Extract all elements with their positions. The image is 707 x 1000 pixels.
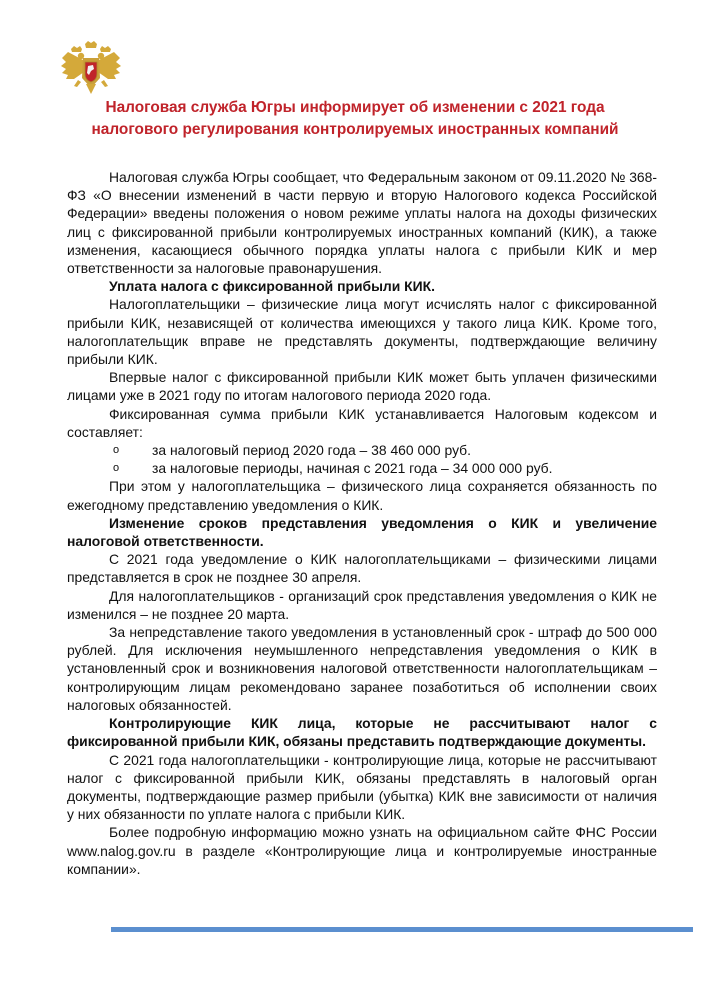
- list-item: [67, 441, 657, 459]
- document-body: [67, 168, 657, 878]
- document-title: [60, 97, 650, 141]
- intro-paragraph: Налоговая служба Югры сообщает, что Федеральным законом от 09.11.2020 № 368-ФЗ «О внесении изменений в части первую и вторую Налогового кодекса Российской Федерации» введены положения о новом режиме уплаты налога на доходы физических лиц с фиксированной прибыли контролируемых иностранных компаний (КИК), а также изменения, касающиеся обычного порядка уплаты налога с прибыли КИК и мер ответственности за налоговые правонарушения.: [67, 169, 657, 277]
- body-paragraph: С 2021 года налогоплательщики - контролирующие лица, которые не рассчитывают налог с фиксированной прибыли КИК, обязаны представлять в налоговый орган документы, подтверждающие размер прибыли (убытка) КИК вне зависимости от наличия у них обязанности по уплате налога с прибыли КИК.: [67, 751, 657, 823]
- body-paragraph: За непредставление такого уведомления в установленный срок - штраф до 500 000 рублей. Для исключения неумышленного непредставления уведомления о КИК в установленный срок и возникновения налоговой ответственности налогоплательщикам – контролирующим лицам рекомендовано заранее позаботиться об исполнении своих налоговых обязанностей.: [67, 624, 657, 713]
- bullet-icon: o: [113, 462, 120, 475]
- footer-rule: [111, 927, 693, 932]
- body-paragraph: Для налогоплательщиков - организаций срок представления уведомления о КИК не изменился – не позднее 20 марта.: [67, 587, 657, 622]
- closing-paragraph: Более подробную информацию можно узнать на официальном сайте ФНС России www.nalog.gov.ru в разделе «Контролирующие лица и контролируемые иностранные компании».: [67, 824, 657, 877]
- body-paragraph: Впервые налог с фиксированной прибыли КИК может быть уплачен физическими лицами уже в 2021 году по итогам налогового периода 2020 года.: [67, 369, 657, 404]
- section-heading-1: Уплата налога с фиксированной прибыли КИК.: [109, 278, 435, 295]
- list-item-text: за налоговые периоды, начиная с 2021 года – 34 000 000 руб.: [152, 460, 553, 477]
- bullet-icon: o: [113, 444, 120, 457]
- section-heading-2: Изменение сроков представления уведомления о КИК и увеличение налоговой ответственности.: [67, 514, 657, 550]
- profit-amount-list: [67, 441, 657, 477]
- body-paragraph: С 2021 года уведомление о КИК налогоплательщиками – физическими лицами представляется в срок не позднее 30 апреля.: [67, 551, 657, 586]
- coat-of-arms-icon: [58, 40, 124, 96]
- body-paragraph: При этом у налогоплательщика – физического лица сохраняется обязанность по ежегодному представлению уведомления о КИК.: [67, 478, 657, 513]
- list-item-text: за налоговый период 2020 года – 38 460 000 руб.: [152, 442, 472, 459]
- list-item: [67, 459, 657, 477]
- body-paragraph: Фиксированная сумма прибыли КИК устанавливается Налоговым кодексом и составляет:: [67, 405, 657, 440]
- section-heading-3: Контролирующие КИК лица, которые не рассчитывают налог с фиксированной прибыли КИК, обязаны представить подтверждающие документы.: [67, 715, 657, 750]
- body-paragraph: Налогоплательщики – физические лица могут исчислять налог с фиксированной прибыли КИК, независящей от количества имеющихся у такого лица КИК. Кроме того, налогоплательщик вправе не представлять документы, подтверждающие величину прибыли КИК.: [67, 296, 657, 368]
- document-title-line-2: налогового регулирования контролируемых иностранных компаний: [91, 121, 619, 138]
- document-title-line-1: Налоговая служба Югры информирует об изменении с 2021 года: [105, 99, 605, 116]
